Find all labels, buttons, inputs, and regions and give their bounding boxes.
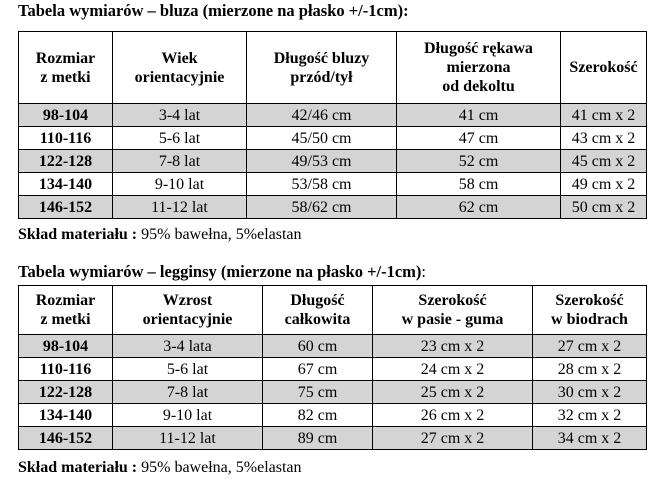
leggins-header-label: Długość całkowita [284, 292, 351, 328]
table-cell: 5-6 lat [113, 358, 263, 381]
table-cell: 41 cm [397, 104, 561, 127]
table-cell: 25 cm x 2 [373, 381, 533, 404]
bluza-title-suffix: (mierzone na płasko +/-1cm): [198, 1, 409, 20]
table-cell: 60 cm [263, 335, 373, 358]
table-cell: 11-12 lat [113, 196, 247, 219]
table-cell: 45/50 cm [247, 127, 397, 150]
table-row [19, 335, 647, 358]
table-cell: 41 cm x 2 [561, 104, 647, 127]
table-cell: 7-8 lat [113, 381, 263, 404]
table-cell: 58 cm [397, 173, 561, 196]
leggins-composition [18, 458, 302, 478]
table-cell: 34 cm x 2 [533, 427, 647, 450]
table-cell: 82 cm [263, 404, 373, 427]
leggins-size-table [18, 285, 647, 450]
table-row [19, 150, 647, 173]
table-cell: 47 cm [397, 127, 561, 150]
table-cell: 42/46 cm [247, 104, 397, 127]
leggins-header-label: Szerokość w biodrach [551, 292, 628, 328]
table-cell: 52 cm [397, 150, 561, 173]
table-row [19, 358, 647, 381]
table-cell: 3-4 lata [113, 335, 263, 358]
bluza-header-label: Długość bluzy przód/tył [273, 49, 370, 86]
table-cell: 7-8 lat [113, 150, 247, 173]
bluza-header-cell [113, 32, 247, 104]
table-cell: 5-6 lat [113, 127, 247, 150]
table-row [19, 404, 647, 427]
size-label-cell: 122-128 [19, 150, 113, 173]
leggins-header-label: Rozmiar z metki [35, 292, 96, 328]
leggins-table-title [18, 262, 426, 282]
composition-value: 95% bawełna, 5%elastan [137, 459, 302, 476]
bluza-table-title [18, 1, 409, 21]
size-label-cell: 122-128 [19, 381, 113, 404]
table-row [19, 104, 647, 127]
leggins-header-cell [533, 286, 647, 335]
size-label-cell: 110-116 [19, 127, 113, 150]
table-cell: 58/62 cm [247, 196, 397, 219]
bluza-header-cell [247, 32, 397, 104]
table-cell: 50 cm x 2 [561, 196, 647, 219]
composition-value: 95% bawełna, 5%elastan [137, 226, 302, 243]
table-cell: 53/58 cm [247, 173, 397, 196]
table-cell: 67 cm [263, 358, 373, 381]
table-cell: 32 cm x 2 [533, 404, 647, 427]
table-cell: 27 cm x 2 [373, 427, 533, 450]
size-label-cell: 134-140 [19, 404, 113, 427]
size-label-cell: 146-152 [19, 427, 113, 450]
bluza-size-table [18, 31, 647, 219]
bluza-composition [18, 225, 302, 245]
leggins-title-tail: y (mierzone na płasko +/-1cm) [208, 262, 422, 281]
leggins-header-label: Szerokość w pasie - guma [401, 292, 504, 328]
bluza-header-label: Rozmiar z metki [35, 49, 96, 86]
table-row [19, 173, 647, 196]
leggins-header-row [19, 286, 647, 335]
table-row [19, 427, 647, 450]
size-label-cell: 98-104 [19, 104, 113, 127]
bluza-header-label: Szerokość [569, 59, 638, 76]
bluza-header-cell [19, 32, 113, 104]
bluza-header-label: Długość rękawa mierzona od dekoltu [424, 40, 533, 95]
size-label-cell: 98-104 [19, 335, 113, 358]
table-cell: 43 cm x 2 [561, 127, 647, 150]
size-label-cell: 134-140 [19, 173, 113, 196]
table-cell: 49 cm x 2 [561, 173, 647, 196]
leggins-header-cell [113, 286, 263, 335]
table-cell: 11-12 lat [113, 427, 263, 450]
table-cell: 62 cm [397, 196, 561, 219]
table-row [19, 196, 647, 219]
table-cell: 49/53 cm [247, 150, 397, 173]
table-cell: 26 cm x 2 [373, 404, 533, 427]
size-label-cell: 110-116 [19, 358, 113, 381]
composition-label: Skład materiału : [18, 226, 138, 243]
composition-label: Skład materiału : [18, 459, 138, 476]
bluza-header-label: Wiek orientacyjnie [134, 49, 225, 86]
table-cell: 9-10 lat [113, 173, 247, 196]
table-row [19, 381, 647, 404]
table-cell: 45 cm x 2 [561, 150, 647, 173]
leggins-title-main: Tabela wymiarów – leggins [18, 262, 209, 281]
table-cell: 24 cm x 2 [373, 358, 533, 381]
bluza-header-row [19, 32, 647, 104]
leggins-header-cell [373, 286, 533, 335]
table-cell: 27 cm x 2 [533, 335, 647, 358]
size-label-cell: 146-152 [19, 196, 113, 219]
table-cell: 28 cm x 2 [533, 358, 647, 381]
bluza-header-cell [397, 32, 561, 104]
bluza-title-main: Tabela wymiarów – bluza [18, 1, 199, 20]
table-cell: 9-10 lat [113, 404, 263, 427]
table-cell: 75 cm [263, 381, 373, 404]
bluza-header-cell [561, 32, 647, 104]
leggins-header-cell [19, 286, 113, 335]
table-cell: 30 cm x 2 [533, 381, 647, 404]
leggins-header-cell [263, 286, 373, 335]
table-row [19, 127, 647, 150]
leggins-title-colon: : [421, 262, 426, 281]
table-cell: 89 cm [263, 427, 373, 450]
leggins-header-label: Wzrost orientacyjnie [142, 292, 233, 328]
table-cell: 3-4 lat [113, 104, 247, 127]
table-cell: 23 cm x 2 [373, 335, 533, 358]
